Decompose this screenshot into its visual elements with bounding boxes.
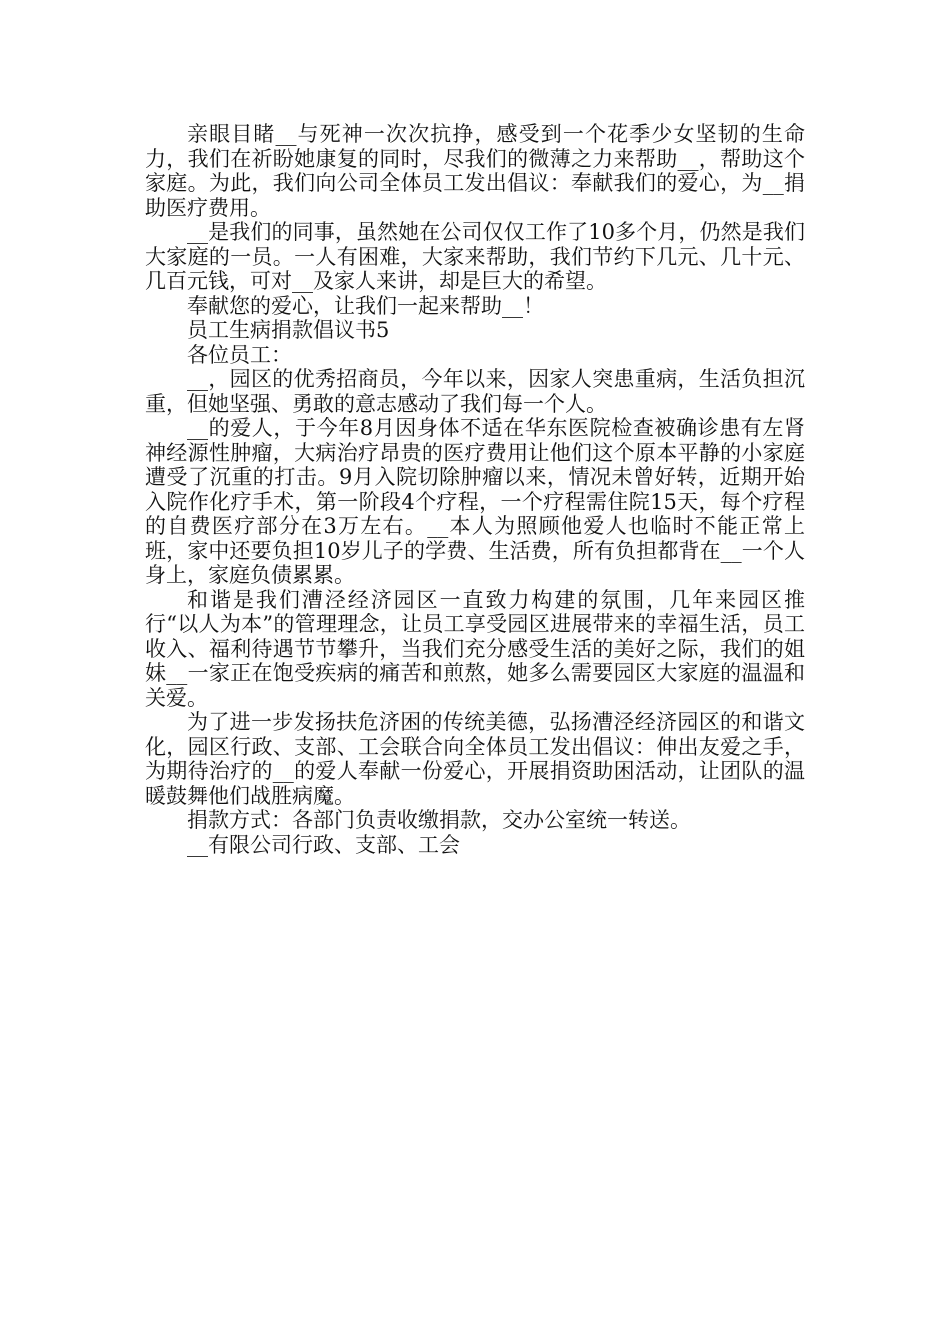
paragraph-colleague: __是我们的同事，虽然她在公司仅仅工作了10多个月，仍然是我们大家庭的一员。一人有困难，大家来帮助，我们节约下几元、几十元、几百元钱，可对__及家人来讲，却是巨大的希望。 — [145, 220, 805, 293]
document-page — [145, 122, 805, 857]
paragraph-intro: 亲眼目睹__与死神一次次抗挣，感受到一个花季少女坚韧的生命力，我们在祈盼她康复的同时，尽我们的微薄之力来帮助__，帮助这个家庭。为此，我们向公司全体员工发出倡议：奉献我们的爱心，为__捐助医疗费用。 — [145, 122, 805, 220]
paragraph-background: __，园区的优秀招商员，今年以来，因家人突患重病，生活负担沉重，但她坚强、勇敢的意志感动了我们每一个人。 — [145, 367, 805, 416]
paragraph-appeal: 奉献您的爱心，让我们一起来帮助__！ — [187, 293, 544, 318]
section-title: 员工生病捐款倡议书5 — [187, 318, 390, 342]
paragraph-harmony: 和谐是我们漕泾经济园区一直致力构建的氛围，几年来园区推行“以人为本”的管理理念，让员工享受园区进展带来的幸福生活，员工收入、福利待遇节节攀升，当我们充分感受生活的美好之际，我们的姐妹__一家正在饱受疾病的痛苦和煎熬，她多么需要园区大家庭的温温和关爱。 — [145, 587, 805, 710]
paragraph-illness: __的爱人，于今年8月因身体不适在华东医院检查被确诊患有左肾神经源性肿瘤，大病治疗昂贵的医疗费用让他们这个原本平静的小家庭遭受了沉重的打击。9月入院切除肿瘤以来，情况未曾好转，近期开始入院作化疗手术，第一阶段4个疗程，一个疗程需住院15天，每个疗程的自费医疗部分在3万左右。__本人为照顾他爱人也临时不能正常上班，家中还要负担10岁儿子的学费、生活费，所有负担都背在__一个人身上，家庭负债累累。 — [145, 416, 805, 587]
salutation: 各位员工： — [187, 342, 292, 367]
signature: __有限公司行政、支部、工会 — [187, 832, 460, 857]
paragraph-proposal: 为了进一步发扬扶危济困的传统美德，弘扬漕泾经济园区的和谐文化，园区行政、支部、工会联合向全体员工发出倡议：伸出友爱之手，为期待治疗的__的爱人奉献一份爱心，开展捐资助困活动，让团队的温暖鼓舞他们战胜病魔。 — [145, 710, 805, 808]
paragraph-donation-method: 捐款方式：各部门负责收缴捐款，交办公室统一转送。 — [187, 808, 691, 832]
